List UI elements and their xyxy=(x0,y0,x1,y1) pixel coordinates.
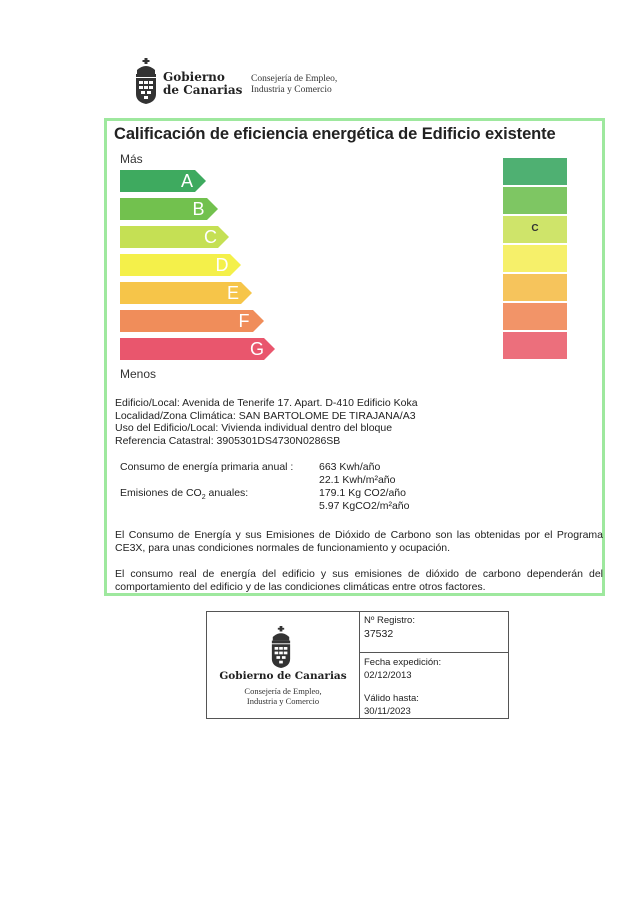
issuer-department-line1: Consejería de Empleo, xyxy=(244,686,322,696)
issuer-department-line2: Industria y Comercio xyxy=(246,696,320,706)
government-name xyxy=(163,71,242,97)
building-use: Uso del Edificio/Local: Vivienda individual dentro del bloque xyxy=(115,422,393,434)
energy-class-bar-tip xyxy=(253,310,264,332)
building-info xyxy=(115,397,418,447)
energy-class-letter: D xyxy=(215,255,229,275)
energy-consumption-total: 663 Kwh/año xyxy=(319,461,381,473)
building-address: Edificio/Local: Avenida de Tenerife 17. Apart. D-410 Edificio Koka xyxy=(115,397,418,409)
header xyxy=(134,58,414,106)
emissions-label xyxy=(120,487,248,504)
less-efficient-label: Menos xyxy=(120,367,157,381)
energy-class-bar-body xyxy=(120,310,253,332)
valid-until-value: 30/11/2023 xyxy=(364,706,411,717)
note-paragraph-2: El consumo real de energía del edificio y sus emisiones de dióxido de carbono dependerán del comportamiento del edificio y de las condiciones climáticas entre otros factores. xyxy=(115,568,603,593)
energy-class-letter: B xyxy=(192,199,205,219)
certificate-title: Calificación de eficiencia energética de Edificio existente xyxy=(114,125,556,143)
coat-of-arms-icon xyxy=(134,58,158,104)
rating-scale-cell xyxy=(503,274,567,301)
energy-class-letter: A xyxy=(181,171,194,191)
issuer-government-name: Gobierno de Canarias xyxy=(219,670,347,682)
rating-scale-cell xyxy=(503,303,567,330)
registration-details xyxy=(360,612,508,718)
rating-scale-cell xyxy=(503,245,567,272)
registration-issuer xyxy=(207,612,360,718)
energy-class-bar-tip xyxy=(230,254,241,276)
rating-scale-cell xyxy=(503,332,567,359)
emissions-total: 179.1 Kg CO2/año xyxy=(319,487,406,499)
rating-scale-column xyxy=(503,158,567,361)
energy-class-bar-tip xyxy=(218,226,229,248)
valid-until-label: Válido hasta: xyxy=(364,693,419,704)
energy-class-bar-tip xyxy=(207,198,218,220)
department-line1: Consejería de Empleo, xyxy=(251,74,338,84)
emissions-label-suffix: anuales: xyxy=(205,487,249,499)
emissions-label-subscript: 2 xyxy=(201,494,206,502)
energy-class-letter: G xyxy=(250,339,265,359)
registry-number-label: Nº Registro: xyxy=(364,615,415,626)
coat-of-arms-icon xyxy=(269,626,293,668)
energy-class-letter: F xyxy=(238,311,250,331)
energy-class-bar-tip xyxy=(264,338,275,360)
government-name-line2: de Canarias xyxy=(163,83,243,97)
department-line2: Industria y Comercio xyxy=(251,85,332,95)
energy-consumption-label: Consumo de energía primaria anual : xyxy=(120,461,294,473)
energy-class-letter: E xyxy=(227,283,240,303)
climate-zone: Localidad/Zona Climática: SAN BARTOLOME DE TIRAJANA/A3 xyxy=(115,409,416,422)
energy-rating-panel xyxy=(104,118,605,596)
energy-class-bar-body xyxy=(120,338,264,360)
energy-class-bar-body xyxy=(120,282,241,304)
registry-number-value: 37532 xyxy=(364,628,394,640)
note-paragraph-1: El Consumo de Energía y sus Emisiones de Dióxido de Carbono son las obtenidas por el Programa CE3X, para unas condiciones normales de funcionamiento y ocupación. xyxy=(115,529,603,554)
rating-scale-cell xyxy=(503,216,567,243)
energy-rating-value: C xyxy=(531,223,539,234)
issuer-department xyxy=(207,686,359,706)
rating-scale-cell xyxy=(503,158,567,185)
government-name-line1: Gobierno xyxy=(163,70,225,84)
department-name xyxy=(251,74,337,96)
energy-class-bar-tip xyxy=(195,170,206,192)
emissions-per-m2: 5.97 KgCO2/m²año xyxy=(319,500,410,512)
energy-class-letter: C xyxy=(204,227,217,247)
issue-date-value: 02/12/2013 xyxy=(364,670,412,681)
more-efficient-label: Más xyxy=(120,152,143,166)
energy-class-bar-body xyxy=(120,254,230,276)
energy-consumption-per-m2: 22.1 Kwh/m²año xyxy=(319,474,396,486)
cadastral-reference: Referencia Catastral: 3905301DS4730N0286SB xyxy=(115,434,341,447)
rating-scale-cell xyxy=(503,187,567,214)
registration-divider xyxy=(360,652,508,653)
emissions-label-text: Emisiones de CO xyxy=(120,487,202,499)
registration-box xyxy=(206,611,509,719)
issue-date-label: Fecha expedición: xyxy=(364,657,442,668)
energy-class-bar-tip xyxy=(241,282,252,304)
